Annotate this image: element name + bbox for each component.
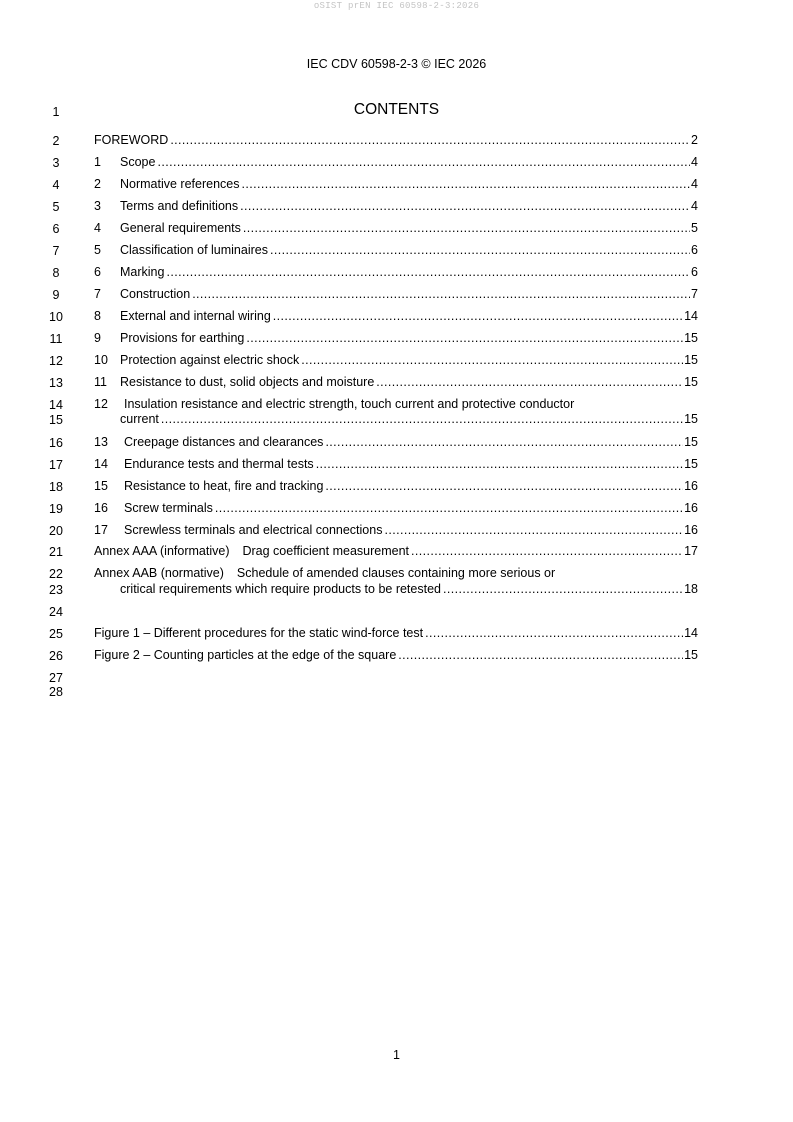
toc-page-number: 16: [684, 479, 698, 493]
line-number: 7: [52, 244, 60, 258]
toc-page-number: 14: [684, 309, 698, 323]
line-number: 12: [49, 354, 63, 368]
toc-page-number: 15: [684, 353, 698, 367]
line-number: 6: [52, 222, 60, 236]
toc-page-number: 4: [691, 155, 698, 169]
line-number: 15: [49, 413, 63, 427]
toc-page-number: 5: [691, 221, 698, 235]
toc-entry-title-continued: current: [120, 412, 159, 426]
toc-section-number: 13: [94, 435, 108, 449]
leader-dots: [425, 626, 683, 641]
toc-page-number: 4: [691, 199, 698, 213]
line-number: 24: [49, 605, 63, 619]
toc-entry[interactable]: [94, 375, 698, 390]
toc-entry-title: Creepage distances and clearances: [124, 435, 324, 449]
leader-dots: [301, 353, 683, 368]
line-number: 22: [49, 567, 63, 581]
toc-entry[interactable]: [94, 457, 698, 472]
toc-page-number: 15: [684, 375, 698, 389]
toc-page-number: 16: [684, 523, 698, 537]
toc-entry[interactable]: [94, 523, 698, 538]
leader-dots: [411, 544, 683, 559]
annex-label: Annex AAB (normative): [94, 566, 224, 580]
line-number: 11: [49, 332, 63, 346]
line-number: 25: [49, 627, 63, 641]
toc-entry-title: Resistance to heat, fire and tracking: [124, 479, 324, 493]
toc-entry-title: Construction: [120, 287, 191, 301]
line-number: 3: [52, 156, 60, 170]
toc-section-number: 17: [94, 523, 108, 537]
toc-entry-12-line2[interactable]: [120, 412, 698, 427]
leader-dots: [242, 177, 691, 192]
line-number: 4: [52, 178, 60, 192]
toc-figure-entry[interactable]: [94, 648, 698, 663]
line-number: 2: [52, 134, 60, 148]
toc-section-number: 2: [94, 177, 101, 191]
toc-entry-title: Endurance tests and thermal tests: [124, 457, 314, 471]
leader-dots: [243, 221, 690, 236]
leader-dots: [270, 243, 690, 258]
toc-page-number: 7: [691, 287, 698, 301]
leader-dots: [192, 287, 690, 302]
toc-page-number: 15: [684, 457, 698, 471]
leader-dots: [246, 331, 683, 346]
leader-dots: [240, 199, 690, 214]
toc-entry[interactable]: [94, 221, 698, 236]
line-number: 19: [49, 502, 63, 516]
leader-dots: [398, 648, 683, 663]
leader-dots: [316, 457, 683, 472]
toc-figure-entry[interactable]: [94, 626, 698, 641]
toc-entry[interactable]: [94, 309, 698, 324]
figure-title: Figure 2 – Counting particles at the edge of the square: [94, 648, 397, 662]
line-number: 13: [49, 376, 63, 390]
toc-entry-title: Marking: [120, 265, 165, 279]
toc-entry[interactable]: [94, 155, 698, 170]
toc-entry-title: Drag coefficient measurement: [242, 544, 410, 558]
toc-entry-title: General requirements: [120, 221, 241, 235]
toc-entry-title: Terms and definitions: [120, 199, 239, 213]
line-number: 28: [49, 685, 63, 699]
toc-entry[interactable]: [94, 501, 698, 516]
toc-page-number: 2: [691, 133, 698, 147]
annex-label: Annex AAA (informative): [94, 544, 230, 558]
toc-page-number: 15: [684, 331, 698, 345]
line-number: 18: [49, 480, 63, 494]
toc-entry[interactable]: [94, 331, 698, 346]
toc-section-number: 5: [94, 243, 101, 257]
toc-page-number: 15: [684, 648, 698, 662]
toc-entry-annex-aab-line1[interactable]: [94, 566, 698, 581]
leader-dots: [325, 479, 683, 494]
toc-page-number: 6: [691, 265, 698, 279]
watermark: oSIST prEN IEC 60598-2-3:2026: [313, 1, 480, 11]
leader-dots: [376, 375, 683, 390]
line-number: 26: [49, 649, 63, 663]
toc-page-number: 15: [684, 435, 698, 449]
toc-entry-annex-aab-line2[interactable]: [120, 582, 698, 597]
line-number: 14: [49, 398, 63, 412]
toc-section-number: 6: [94, 265, 101, 279]
toc-entry-annex-aaa[interactable]: [94, 544, 698, 559]
line-number: 17: [49, 458, 63, 472]
figure-title: Figure 1 – Different procedures for the static wind-force test: [94, 626, 424, 640]
line-number: 1: [52, 105, 60, 119]
toc-page-number: 6: [691, 243, 698, 257]
toc-entry-title: Scope: [120, 155, 156, 169]
line-number: 8: [52, 266, 60, 280]
leader-dots: [325, 435, 683, 450]
toc-entry-title: Provisions for earthing: [120, 331, 245, 345]
leader-dots: [384, 523, 683, 538]
leader-dots: [273, 309, 683, 324]
leader-dots: [215, 501, 683, 516]
line-number: 5: [52, 200, 60, 214]
line-number: 10: [49, 310, 63, 324]
toc-section-number: 16: [94, 501, 108, 515]
toc-page-number: 15: [684, 412, 698, 426]
toc-entry-title: Classification of luminaires: [120, 243, 268, 257]
toc-page-number: 17: [684, 544, 698, 558]
toc-entry-title: Resistance to dust, solid objects and moisture: [120, 375, 375, 389]
toc-entry-title: Screw terminals: [124, 501, 213, 515]
toc-entry-title: FOREWORD: [94, 133, 169, 147]
line-number: 20: [49, 524, 63, 538]
line-number: 21: [49, 545, 63, 559]
line-number: 9: [52, 288, 60, 302]
leader-dots: [157, 155, 690, 170]
toc-entry[interactable]: [94, 177, 698, 192]
toc-section-number: 11: [94, 375, 107, 389]
toc-entry-title: Normative references: [120, 177, 240, 191]
line-number: 27: [49, 671, 63, 685]
toc-section-number: 15: [94, 479, 108, 493]
toc-entry[interactable]: [94, 353, 698, 368]
toc-entry-title: Schedule of amended clauses containing more serious or: [236, 566, 556, 580]
toc-section-number: 8: [94, 309, 101, 323]
toc-entry[interactable]: [94, 243, 698, 258]
toc-entry-title: External and internal wiring: [120, 309, 271, 323]
toc-page-number: 18: [684, 582, 698, 596]
toc-entry-title: Insulation resistance and electric strength, touch current and protective conductor: [124, 397, 575, 411]
leader-dots: [166, 265, 690, 280]
toc-section-number: 4: [94, 221, 101, 235]
toc-entry[interactable]: [94, 479, 698, 494]
contents-title: CONTENTS: [353, 101, 440, 118]
toc-entry[interactable]: [94, 265, 698, 280]
toc-page-number: 16: [684, 501, 698, 515]
page-number: 1: [393, 1048, 400, 1062]
line-number: 23: [49, 583, 63, 597]
leader-dots: [170, 133, 690, 148]
toc-entry[interactable]: [94, 287, 698, 302]
toc-entry[interactable]: [94, 199, 698, 214]
toc-entry-12-line1[interactable]: [94, 397, 698, 412]
toc-page-number: 14: [684, 626, 698, 640]
toc-section-number: 3: [94, 199, 101, 213]
toc-section-number: 10: [94, 353, 108, 367]
leader-dots: [443, 582, 683, 597]
toc-section-number: 14: [94, 457, 108, 471]
toc-section-number: 1: [94, 155, 101, 169]
toc-entry-title-continued: critical requirements which require products to be retested: [120, 582, 441, 596]
toc-entry-title: Protection against electric shock: [120, 353, 300, 367]
toc-section-number: 9: [94, 331, 101, 345]
toc-entry[interactable]: [94, 435, 698, 450]
toc-entry-title: Screwless terminals and electrical connections: [124, 523, 383, 537]
toc-page-number: 4: [691, 177, 698, 191]
toc-section-number: 7: [94, 287, 101, 301]
toc-section-number: 12: [94, 397, 108, 411]
line-number: 16: [49, 436, 63, 450]
toc-entry-foreword[interactable]: [94, 133, 698, 148]
leader-dots: [161, 412, 683, 427]
document-header: IEC CDV 60598-2-3 © IEC 2026: [306, 57, 487, 71]
